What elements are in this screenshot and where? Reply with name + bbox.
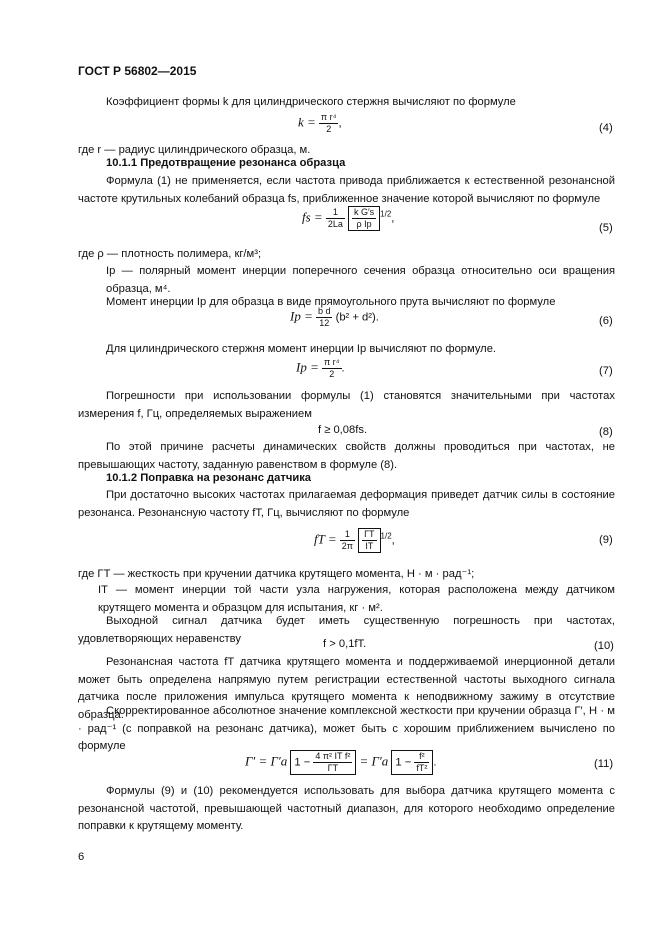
paragraph-ip-cyl: Для цилиндрического стержня момент инерции Ip вычисляют по формуле. (106, 343, 497, 355)
equation-label-11: (11) (594, 758, 614, 770)
equation-label-5: (5) (599, 222, 613, 234)
paragraph-ip-rect: Момент инерции Ip для образца в виде прямоугольного прута вычисляют по формуле (106, 296, 556, 308)
paragraph-rho-def: где ρ — плотность полимера, кг/м³; (78, 248, 262, 260)
equation-label-7: (7) (599, 365, 613, 377)
paragraph-corrected-stiffness: Скорректированное абсолютное значение комплексной жесткости при кручении образца Γ′, Н · м · рад⁻¹ (с поправкой на резонанс датчика), может быть с хорошим приближением вычислено по формуле (78, 705, 615, 752)
paragraph-gamma-def: где ΓT — жесткость при кручении датчика крутящего момента, Н · м · рад⁻¹; (78, 568, 475, 580)
equation-10: f > 0,1fT. (323, 638, 367, 650)
equation-label-4: (4) (599, 122, 613, 134)
paragraph-calc-reason: По этой причине расчеты динамических свойств должны проводиться при частотах, не превышающих частоту, заданную равенством в формуле (8). (78, 441, 615, 471)
paragraph-r-def: где r — радиус цилиндрического образца, м. (78, 144, 311, 156)
page-header-title: ГОСТ Р 56802—2015 (78, 64, 197, 78)
equation-9: fT = $\frac{1}{2\pi}$ $\frac{\Gamma T}{IT}$ $^{1/2}$, (314, 529, 395, 551)
paragraph-it-def: IT — момент инерции той части узла нагружения, которая расположена между датчиком крутящего момента и образцом для испытания, кг · м². (98, 584, 615, 614)
paragraph-errors: Погрешности при использовании формулы (1) становятся значительными при частотах измерения f, Гц, определяемых выражением (78, 390, 615, 420)
section-heading-10-1-2: 10.1.2 Поправка на резонанс датчика (106, 472, 312, 484)
section-heading-10-1-1: 10.1.1 Предотвращение резонанса образца (106, 157, 346, 169)
equation-5: fs = $\frac{1}{2La}$ $\frac{\text{k G′s}}{\text{ρ Ip}}$ $^{1/2}$, (302, 207, 395, 229)
equation-label-8: (8) (599, 426, 613, 438)
equation-6: Ip = $\frac{\text{b d}}{12}$ (b² + d²). (290, 306, 379, 328)
paragraph-resonant-frequency: Резонансная частота fT датчика крутящего момента и поддерживаемой инерционной детали может быть определена напрямую путем регистрации естественной частоты выходного сигнала датчика после приложения импульса крутящего момента к неподвижному зажиму в отсутствие образца. (78, 656, 615, 721)
paragraph-output-signal: Выходной сигнал датчика будет иметь существенную погрешность при частотах, удовлетворяющих неравенству (78, 615, 615, 645)
paragraph-sensor-resonance: При достаточно высоких частотах прилагаемая деформация приведет датчик силы в состояние резонанса. Резонансную частоту fT, Гц, вычисляют по формуле (78, 489, 615, 519)
paragraph-k-intro: Коэффициент формы k для цилиндрического стержня вычисляют по формуле (106, 96, 516, 108)
equation-4: k = $\frac{\text{π r⁴}}{2}$ , (298, 112, 342, 134)
paragraph-formula-1-resonance: Формула (1) не применяется, если частота привода приближается к естественной резонансной частоте крутильных колебаний образца fs, приближенное значение которой вычисляют по формуле (78, 175, 615, 205)
equation-label-6: (6) (599, 315, 613, 327)
equation-label-9: (9) (599, 534, 613, 546)
page-number: 6 (78, 851, 85, 863)
paragraph-recommendation: Формулы (9) и (10) рекомендуется использовать для выбора датчика крутящего момента с резонансной частотой, превышающей частотный диапазон, для которого необходимо определение поправки к крутящему моменту. (78, 785, 615, 832)
equation-label-10: (10) (594, 640, 614, 652)
equation-7: Ip = $\frac{\text{π r⁴}}{2}$ . (296, 357, 345, 379)
paragraph-ip-def: Ip — полярный момент инерции поперечного сечения образца относительно оси вращения образца, м⁴. (106, 265, 615, 295)
equation-11: Γ′ = Γ′a 1 − $\frac{\text{4 π² IT f²}}{\Gamma T}$ = Γ′a 1 − $\frac{\text{f²}}{\text{fT²}}$ . (245, 751, 437, 773)
equation-8: f ≥ 0,08fs. (318, 424, 368, 436)
